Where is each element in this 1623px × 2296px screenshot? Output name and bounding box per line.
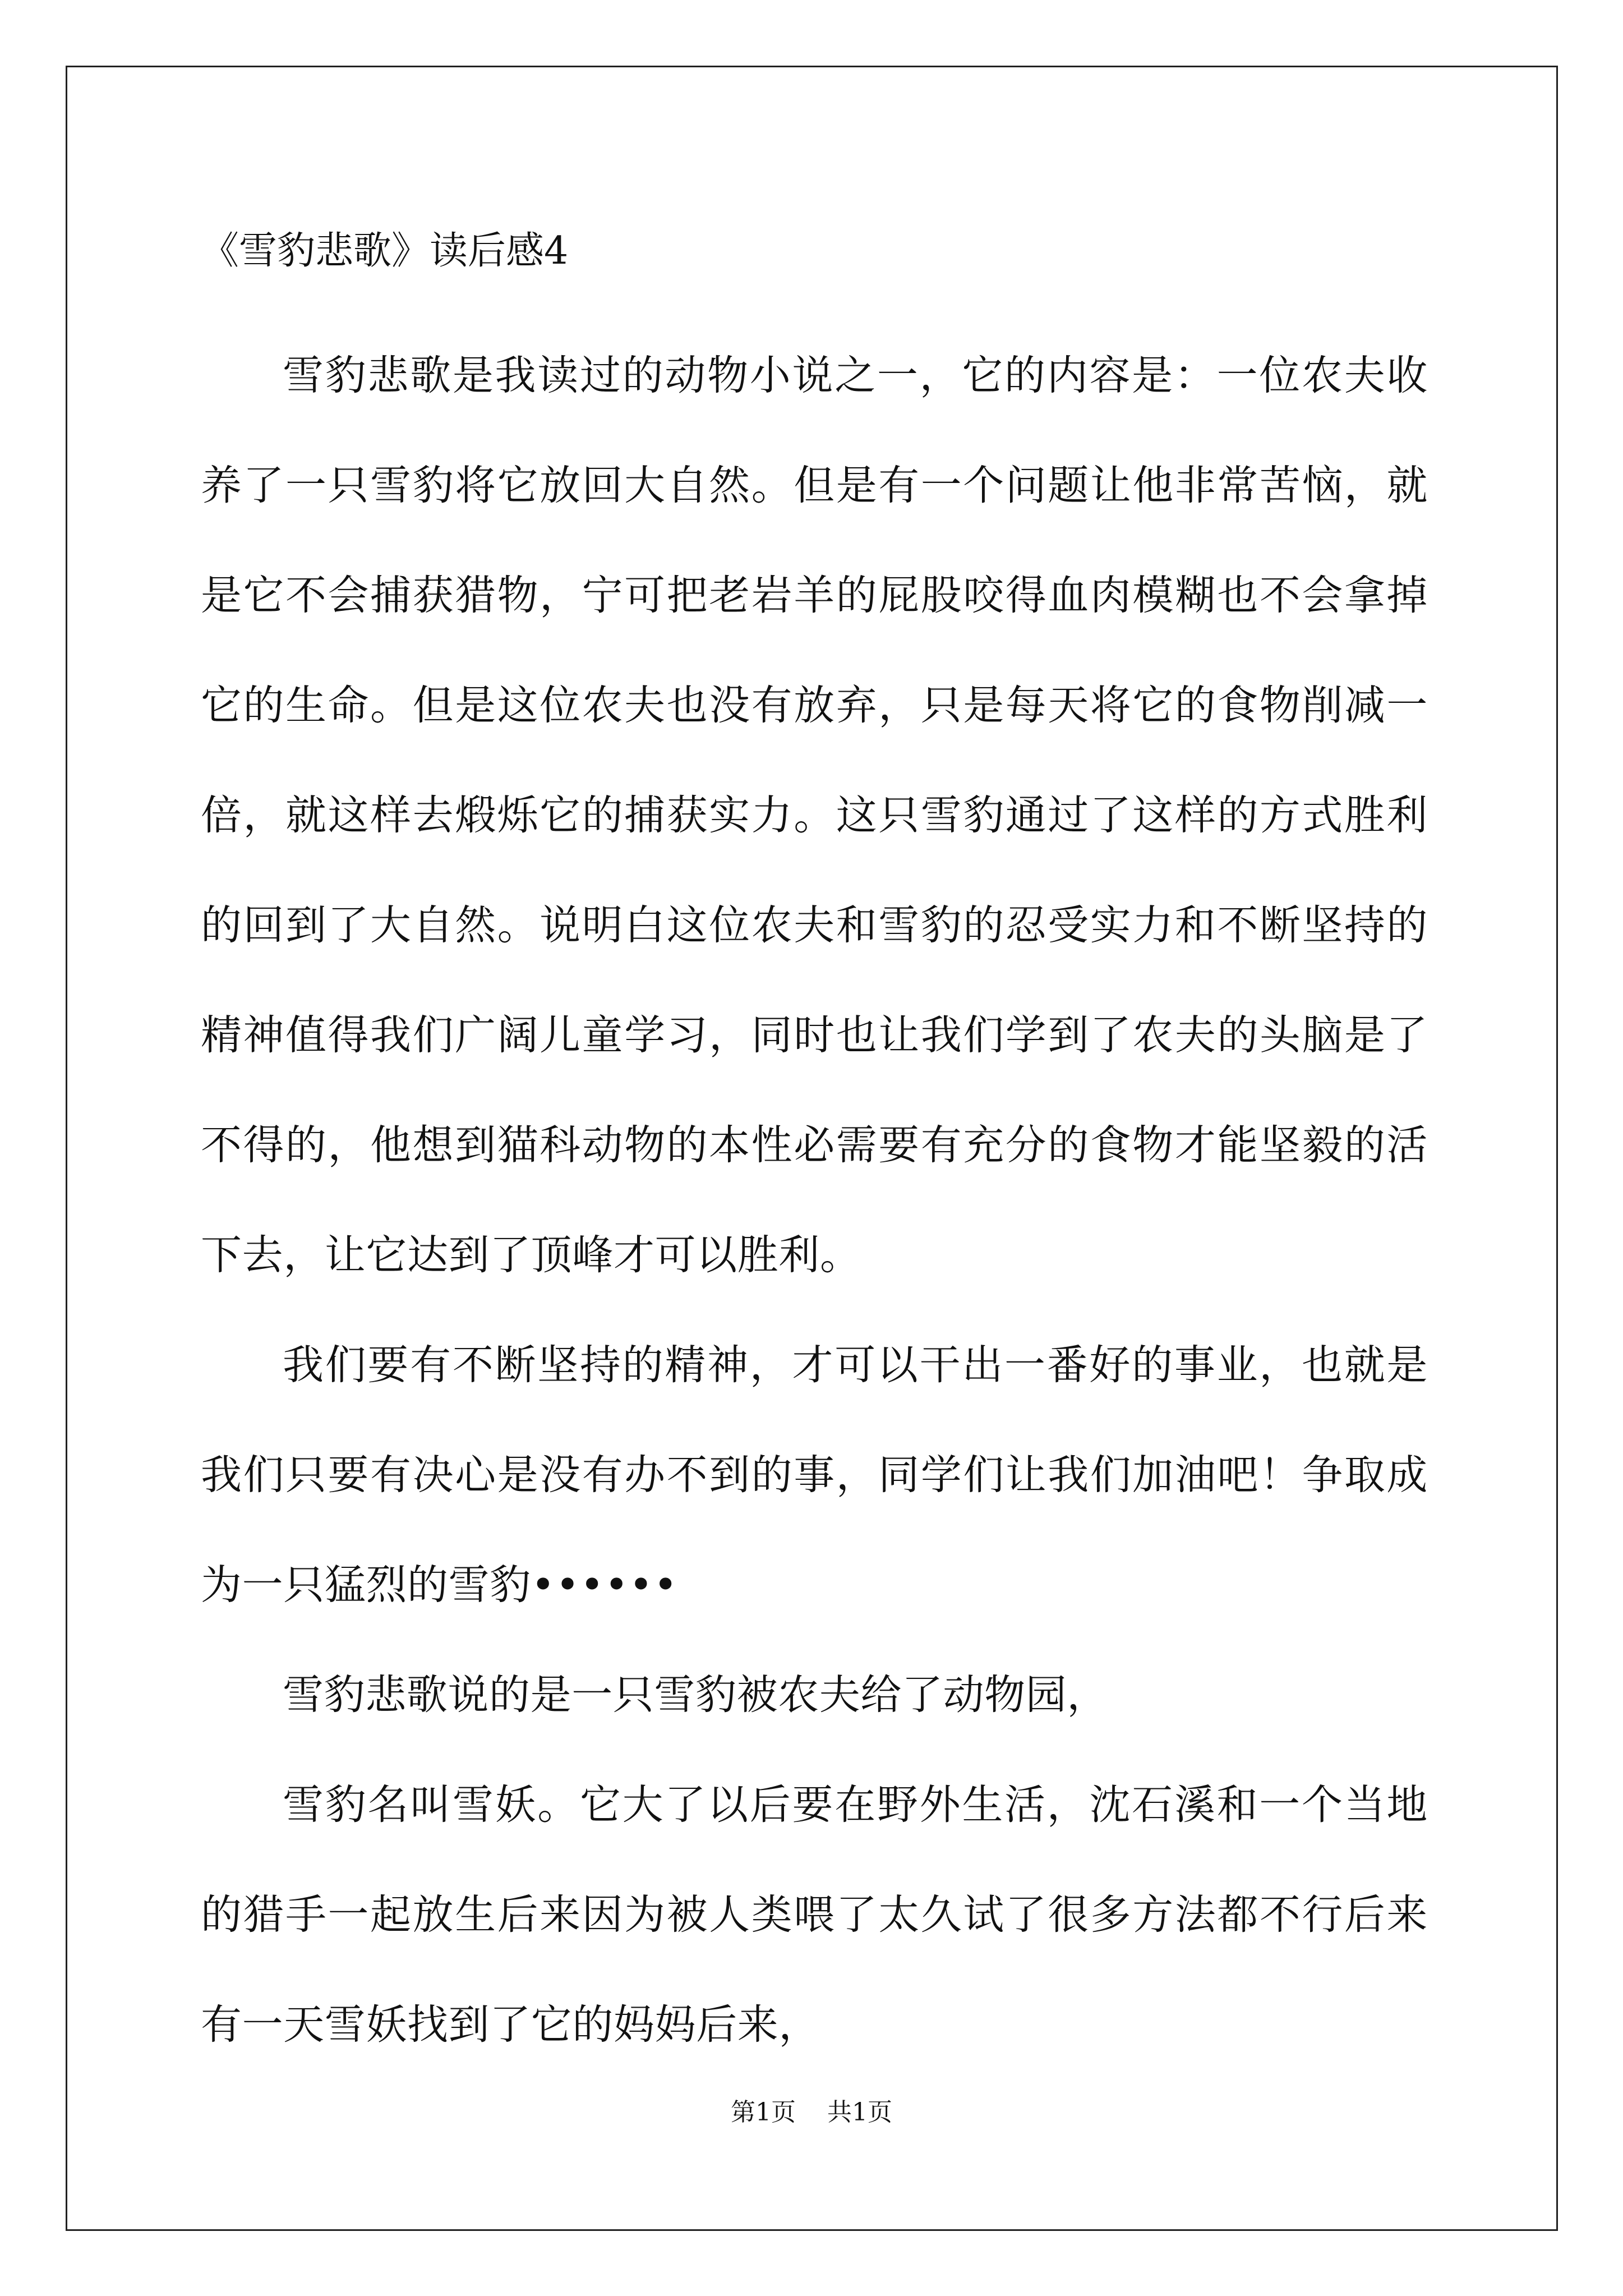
paragraph-2: 我们要有不断坚持的精神，才可以干出一番好的事业，也就是我们只要有决心是没有办不到的事，同学们让我们加油吧！争取成为一只猛烈的雪豹•••••• — [201, 1341, 1428, 1609]
document-body — [201, 218, 1428, 2080]
paragraph-3: 雪豹悲歌说的是一只雪豹被农夫给了动物园， — [283, 1671, 1108, 1719]
page-number-footer: 第1页 共1页 — [731, 2098, 892, 2127]
paragraph-1: 雪豹悲歌是我读过的动物小说之一，它的内容是：一位农夫收养了一只雪豹将它放回大自然。但是有一个问题让他非常苦恼，就是它不会捕获猎物，宁可把老岩羊的屁股咬得血肉模糊也不会拿掉它的生命。但是这位农夫也没有放弃，只是每天将它的食物削减一倍，就这样去煅烁它的捕获实力。这只雪豹通过了这样的方式胜利的回到了大自然。说明白这位农夫和雪豹的忍受实力和不断坚持的精神值得我们广阔儿童学习，同时也让我们学到了农夫的头脑是了不得的，他想到猫科动物的本性必需要有充分的食物才能坚毅的活下去，让它达到了顶峰才可以胜利。 — [201, 352, 1428, 1279]
paragraph-4: 雪豹名叫雪妖。它大了以后要在野外生活，沈石溪和一个当地的猎手一起放生后来因为被人类喂了太久试了很多方法都不行后来有一天雪妖找到了它的妈妈后来， — [201, 1781, 1428, 2049]
document-title: 《雪豹悲歌》读后感4 — [201, 229, 569, 273]
